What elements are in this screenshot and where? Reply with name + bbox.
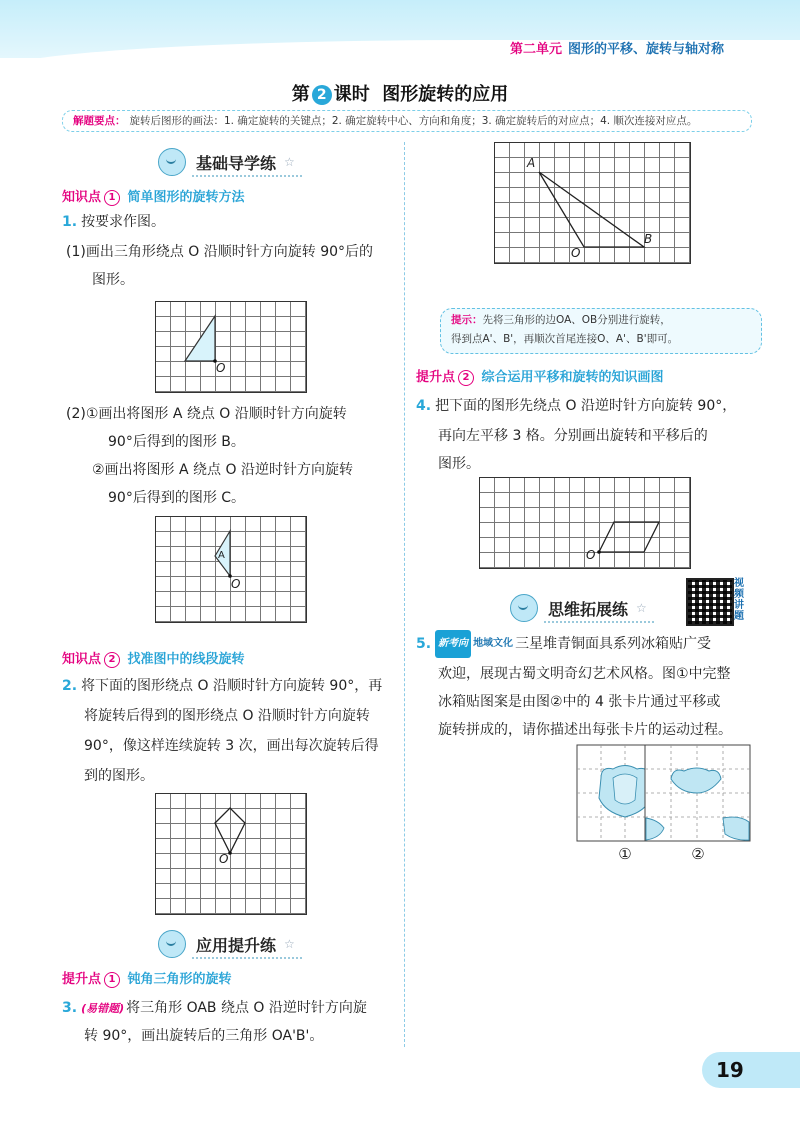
q5-number: 5.	[416, 636, 432, 652]
kp2-label: 知识点	[62, 652, 102, 667]
q3-tag: (易错题)	[81, 1002, 125, 1015]
page-number: 19	[716, 1058, 744, 1082]
q4-line3: 图形。	[438, 456, 480, 472]
q5-line2: 欢迎，展现古蜀文明奇幻艺术风格。图①中完整	[438, 666, 731, 682]
q5-line3: 冰箱贴图案是由图②中的 4 张卡片通过平移或	[438, 694, 721, 710]
hint-label: 提示：	[451, 314, 483, 326]
lesson-suffix: 课时	[333, 84, 370, 105]
up2-text: 综合运用平移和旋转的知识画图	[481, 370, 664, 385]
up1-text: 钝角三角形的旋转	[127, 972, 232, 987]
q2-label-o: O	[219, 852, 229, 866]
hint-line2: 得到点A'、B'，再顺次首尾连接O、A'、B'即可。	[451, 333, 679, 345]
q1-part2-line3: ②画出将图形 A 绕点 O 沿逆时针方向旋转	[92, 462, 353, 478]
star-icon: ☆	[284, 937, 295, 951]
lesson-prefix: 第	[291, 84, 310, 105]
q3-line2: 转 90°，画出旋转后的三角形 OA'B'。	[84, 1028, 324, 1044]
kp1-text: 简单图形的旋转方法	[127, 190, 245, 205]
kp2-number: 2	[104, 652, 120, 668]
kp1-label: 知识点	[62, 190, 102, 205]
q1-part2-line4: 90°后得到的图形 C。	[108, 490, 246, 506]
q1-part2-line1: (2)①画出将图形 A 绕点 O 沿顺时针方向旋转	[66, 406, 347, 422]
q5-mask-face	[613, 774, 637, 804]
q1-label-o: O	[216, 361, 226, 375]
q4-number: 4.	[416, 398, 432, 414]
q3-text-1: 将三角形 OAB 绕点 O 沿逆时针方向旋	[126, 1000, 367, 1016]
q3-label-b: B	[644, 232, 653, 246]
up2-label: 提升点	[416, 370, 456, 385]
up1-number: 1	[104, 972, 120, 988]
up1-label: 提升点	[62, 972, 102, 987]
kp2-text: 找准图中的线段旋转	[127, 652, 245, 667]
kp1-number: 1	[104, 190, 120, 206]
q5-text-1: 三星堆青铜面具系列冰箱贴广受	[515, 636, 712, 652]
q3-number: 3.	[62, 1000, 78, 1016]
star-icon: ☆	[284, 155, 295, 169]
q1-label-a: A	[218, 550, 225, 561]
key-point-text: 旋转后图形的画法：1. 确定旋转的关键点；2. 确定旋转中心、方向和角度；3. 确定旋转后的对应点；4. 顺次连接对应点。	[129, 115, 698, 127]
q2-text-1: 将下面的图形绕点 O 沿顺时针方向旋转 90°，再	[81, 678, 383, 694]
key-point-label: 解题要点：	[73, 115, 126, 127]
q3-label-a: A	[527, 156, 536, 170]
q2-line2: 将旋转后得到的图形绕点 O 沿顺时针方向旋转	[84, 708, 370, 724]
q3-label-o: O	[571, 246, 581, 260]
q1-number: 1.	[62, 214, 78, 230]
q1-part1-line2: 图形。	[92, 272, 134, 288]
q1-text: 按要求作图。	[81, 214, 166, 230]
lesson-number: 2	[312, 85, 332, 105]
section-extend-title: 思维拓展练	[544, 598, 654, 623]
q2-number: 2.	[62, 678, 78, 694]
q5-line4: 旋转拼成的，请你描述出每张卡片的运动过程。	[438, 722, 732, 738]
q4-text-1: 把下面的图形先绕点 O 沿逆时针方向旋转 90°，	[435, 398, 737, 414]
star-icon: ☆	[636, 601, 647, 615]
q5-caption-1: ①	[618, 845, 632, 863]
q1-part1-line1: (1)画出三角形绕点 O 沿顺时针方向旋转 90°后的	[66, 244, 374, 260]
unit-label: 第二单元	[509, 42, 562, 57]
q4-label-o: O	[586, 548, 596, 562]
section-basic-title: 基础导学练	[192, 152, 302, 177]
q1-part2-line2: 90°后得到的图形 B。	[108, 434, 245, 450]
q5-tag-new: 新考向	[435, 630, 471, 658]
q2-line3: 90°，像这样连续旋转 3 次，画出每次旋转后得	[84, 738, 379, 754]
q1b-label-o: O	[231, 577, 241, 591]
qr-label: 视频讲题	[734, 578, 744, 622]
q2-line4: 到的图形。	[84, 768, 154, 784]
lesson-name: 图形旋转的应用	[382, 84, 509, 105]
section-apply-title: 应用提升练	[192, 934, 302, 959]
q5-caption-2: ②	[691, 845, 705, 863]
up2-number: 2	[458, 370, 474, 386]
q5-tag-region: 地域文化	[473, 638, 514, 649]
hint-text-1: 先将三角形的边OA、OB分别进行旋转，	[482, 314, 671, 326]
unit-name: 图形的平移、旋转与轴对称	[567, 42, 724, 57]
q4-line2: 再向左平移 3 格。分别画出旋转和平移后的	[438, 428, 708, 444]
